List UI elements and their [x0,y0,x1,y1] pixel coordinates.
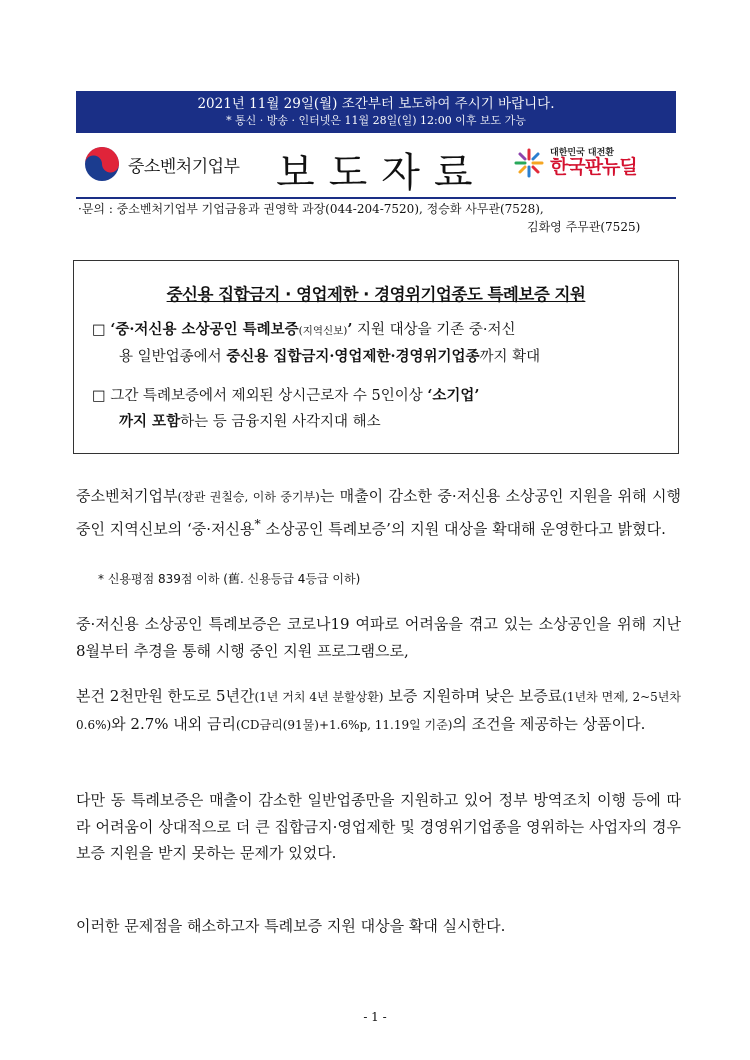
p3-text-b: 보증 지원하며 낮은 보증료 [383,687,563,705]
newdeal-burst-icon [514,148,544,178]
contact-line1: ·문의 : 중소벤처기업부 기업금융과 권영학 과장(044-204-7520), 정승화 사무관(7528), [78,202,544,216]
newdeal-name: 한국판뉴딜 [550,156,637,178]
p3-small-2: (1년차 면제, 2~5년차 0.6%) [76,690,681,732]
press-header [76,133,676,199]
body-paragraph-2: 중·저신용 소상공인 특례보증은 코로나19 여파로 어려움을 겪고 있는 소상공인을 위해 지난 8월부터 추경을 통해 시행 중인 지원 프로그램으로, [76,615,681,660]
bullet2-bold1: ‘소기업’ [427,387,480,404]
footnote-credit-score: * 신용평점 839점 이하 (舊. 신용등급 4등급 이하) [98,572,361,586]
checkbox-glyph: □ [92,322,106,338]
body-paragraph-3 [76,683,681,738]
body-paragraph-4: 다만 동 특례보증은 매출이 감소한 일반업종만을 지원하고 있어 정부 방역조치 이행 등에 따라 어려움이 상대적으로 더 큰 집합금지·영업제한 및 경영위기업종을 영위하는 사업자의 경우 보증 지원을 받지 못하는 문제가 있었다. [76,791,681,862]
bullet2-text1: 그간 특례보증에서 제외된 상시근로자 수 5인이상 [110,388,428,404]
embargo-banner [76,91,676,133]
bullet2-text2: 하는 등 금융지원 사각지대 해소 [180,414,381,430]
bullet1-text3: 까지 확대 [479,349,541,365]
checkbox-glyph: □ [92,388,106,404]
body-paragraph-5: 이러한 문제점을 해소하고자 특례보증 지원 대상을 확대 실시한다. [76,917,506,935]
quote-close: ’ [347,321,353,338]
p3-text-c: 와 2.7% 내외 금리 [111,714,237,733]
bullet1-small: (지역신보) [298,325,348,337]
p3-small-1: (1년 거치 4년 분할상환) [254,690,384,704]
p3-text-d: 의 조건을 제공하는 상품이다. [452,714,646,733]
bullet2-bold2: 까지 포함 [119,413,181,430]
p3-text-a: 본건 2천만원 한도로 5년간 [76,687,255,705]
contact-info [78,200,678,236]
summary-title: 중신용 집합금지 · 영업제한 · 경영위기업종도 특례보증 지원 [166,285,586,304]
body-paragraph-1 [76,483,681,542]
taegeuk-emblem-icon [84,146,120,182]
p1-text-b: 는 매출이 감소한 중·저신용 소상공인 지원을 위해 시행 중인 지역신보의 ‘중·저신용 [76,487,681,538]
newdeal-caption: 대한민국 대전환 [550,148,614,158]
bullet1-text2: 용 일반업종에서 [119,349,227,365]
press-release-title: 보도자료 [276,150,487,196]
contact-line2: 김화영 주무관(7525) [527,220,641,234]
p1-footnote-mark: * [254,515,261,531]
newdeal-logo [514,148,637,178]
embargo-line1: 2021년 11월 29일(월) 조간부터 보도하여 주시기 바랍니다. [197,96,555,112]
embargo-line2: * 통신 · 방송 · 인터넷은 11월 28일(일) 12:00 이후 보도 가능 [226,114,526,127]
page-number: - 1 - [363,1010,387,1024]
p1-text-a: 중소벤처기업부 [76,487,178,505]
bullet1-bold2: 중신용 집합금지·영업제한·경영위기업종 [226,348,480,365]
quote-open: ‘ [110,321,116,338]
summary-bullet-2 [92,383,677,435]
p3-small-3: (CD금리(91물)+1.6%p, 11.19일 기준) [236,717,453,732]
summary-box [73,260,679,454]
summary-bullet-1 [92,317,677,370]
ministry-name: 중소벤처기업부 [128,156,240,177]
bullet1-bold1: 중·저신용 소상공인 특례보증 [115,321,299,338]
ministry-logo [84,146,239,182]
p1-text-c: 소상공인 특례보증’의 지원 대상을 확대해 운영한다고 밝혔다. [260,519,666,538]
p1-small: (장관 권칠승, 이하 중기부) [177,490,320,504]
bullet1-text1: 지원 대상을 기존 중·저신 [352,322,516,338]
